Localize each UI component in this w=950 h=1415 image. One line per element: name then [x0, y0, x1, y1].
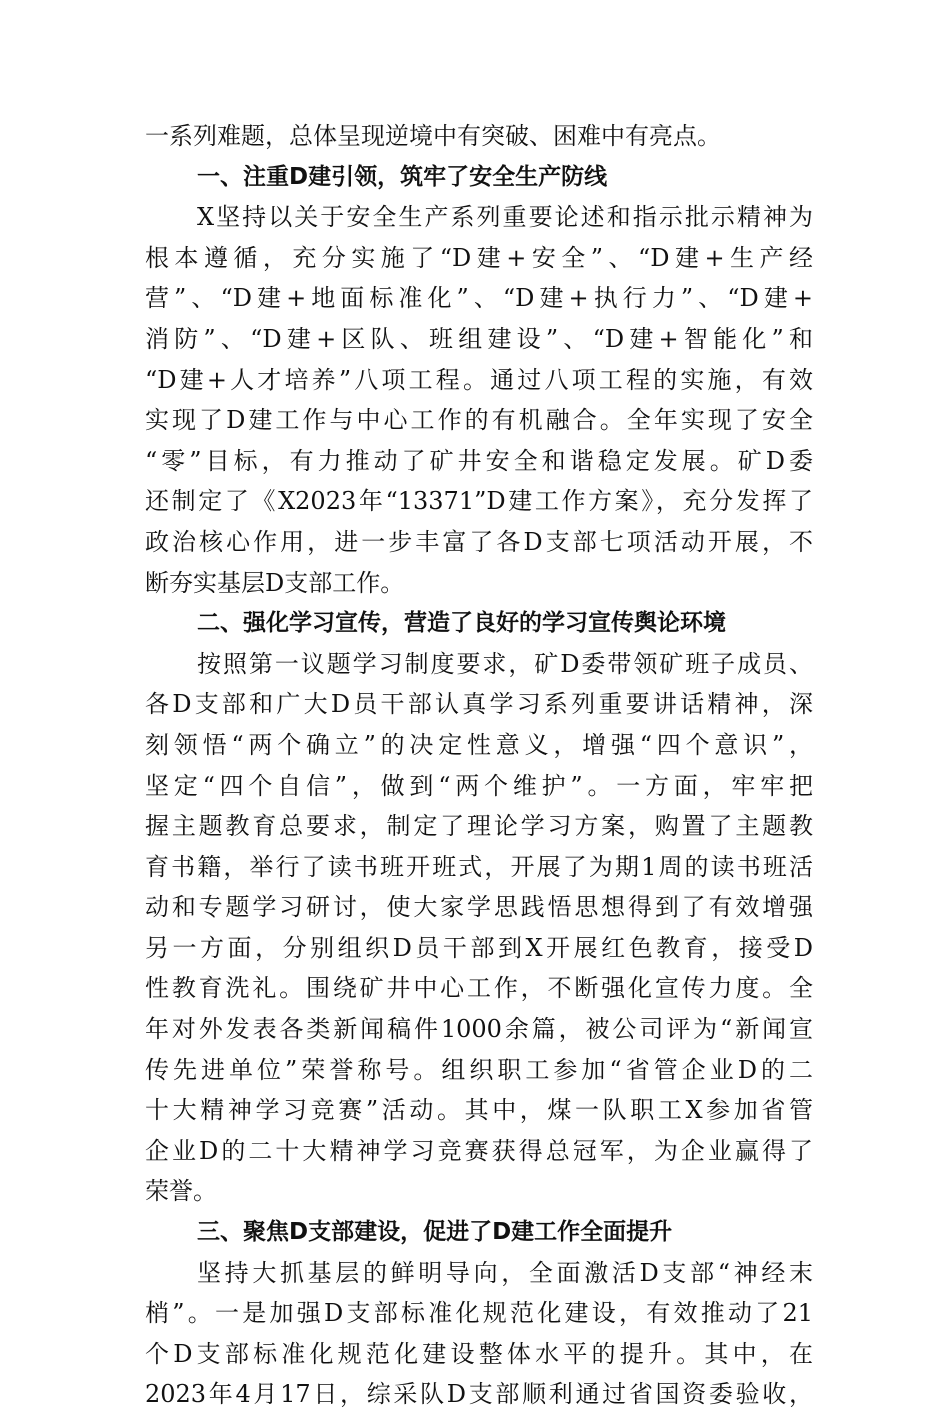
document-body [145, 116, 813, 1415]
paragraph-line: 动和专题学习研讨，使大家学思践悟思想得到了有效增强 [145, 893, 813, 922]
paragraph-line: 坚持大抓基层的鲜明导向，全面激活D支部“神经末 [197, 1258, 813, 1287]
paragraph-line: 实现了D建工作与中心工作的有机融合。全年实现了安全 [145, 406, 813, 435]
paragraph-line: 断夯实基层D支部工作。 [145, 568, 405, 597]
paragraph-line: 按照第一议题学习制度要求，矿D委带领矿班子成员、 [197, 649, 813, 678]
paragraph-line: 2023年4月17日，综采队D支部顺利通过省国资委验收， [145, 1380, 813, 1409]
paragraph-line: “零”目标，有力推动了矿井安全和谐稳定发展。矿D委 [145, 446, 813, 475]
paragraph-line: 荣誉。 [145, 1177, 217, 1206]
paragraph-line: 一系列难题，总体呈现逆境中有突破、困难中有亮点。 [145, 122, 721, 150]
paragraph-line: 消防”、“D建+区队、班组建设”、“D建+智能化”和 [145, 324, 813, 353]
paragraph-line: 坚定“四个自信”，做到“两个维护”。一方面，牢牢把 [145, 771, 813, 800]
paragraph-line: 企业D的二十大精神学习竞赛获得总冠军，为企业赢得了 [145, 1136, 813, 1165]
paragraph-line: 政治核心作用，进一步丰富了各D支部七项活动开展，不 [145, 527, 813, 556]
paragraph-line: “D建+人才培养”八项工程。通过八项工程的实施，有效 [145, 365, 813, 394]
paragraph-line: 各D支部和广大D员干部认真学习系列重要讲话精神，深 [145, 690, 813, 719]
section-heading-2: 二、强化学习宣传，营造了良好的学习宣传舆论环境 [197, 610, 726, 637]
paragraph-line: X坚持以关于安全生产系列重要论述和指示批示精神为 [197, 203, 813, 232]
paragraph-line: 个D支部标准化规范化建设整体水平的提升。其中，在 [145, 1339, 813, 1368]
paragraph-line: 育书籍，举行了读书班开班式，开展了为期1周的读书班活 [145, 852, 813, 881]
paragraph-line: 握主题教育总要求，制定了理论学习方案，购置了主题教 [145, 812, 813, 841]
paragraph-line: 年对外发表各类新闻稿件1000余篇，被公司评为“新闻宣 [145, 1015, 813, 1044]
paragraph-line: 根本遵循，充分实施了“D建+安全”、“D建+生产经 [145, 243, 813, 272]
paragraph-line: 刻领悟“两个确立”的决定性意义，增强“四个意识”， [145, 730, 813, 759]
paragraph-line: 梢”。一是加强D支部标准化规范化建设，有效推动了21 [145, 1299, 813, 1328]
paragraph-line: 十大精神学习竞赛”活动。其中，煤一队职工X参加省管 [145, 1096, 813, 1125]
paragraph-line: 营”、“D建+地面标准化”、“D建+执行力”、“D建+ [145, 284, 813, 313]
paragraph-line: 性教育洗礼。围绕矿井中心工作，不断强化宣传力度。全 [145, 974, 813, 1003]
section-heading-3: 三、聚焦D支部建设，促进了D建工作全面提升 [197, 1219, 673, 1246]
section-heading-1: 一、注重D建引领，筑牢了安全生产防线 [197, 163, 608, 190]
paragraph-line: 还制定了《X2023年“13371”D建工作方案》，充分发挥了 [145, 487, 813, 516]
paragraph-line: 传先进单位”荣誉称号。组织职工参加“省管企业D的二 [145, 1055, 813, 1084]
paragraph-line: 另一方面，分别组织D员干部到X开展红色教育，接受D [145, 933, 813, 962]
